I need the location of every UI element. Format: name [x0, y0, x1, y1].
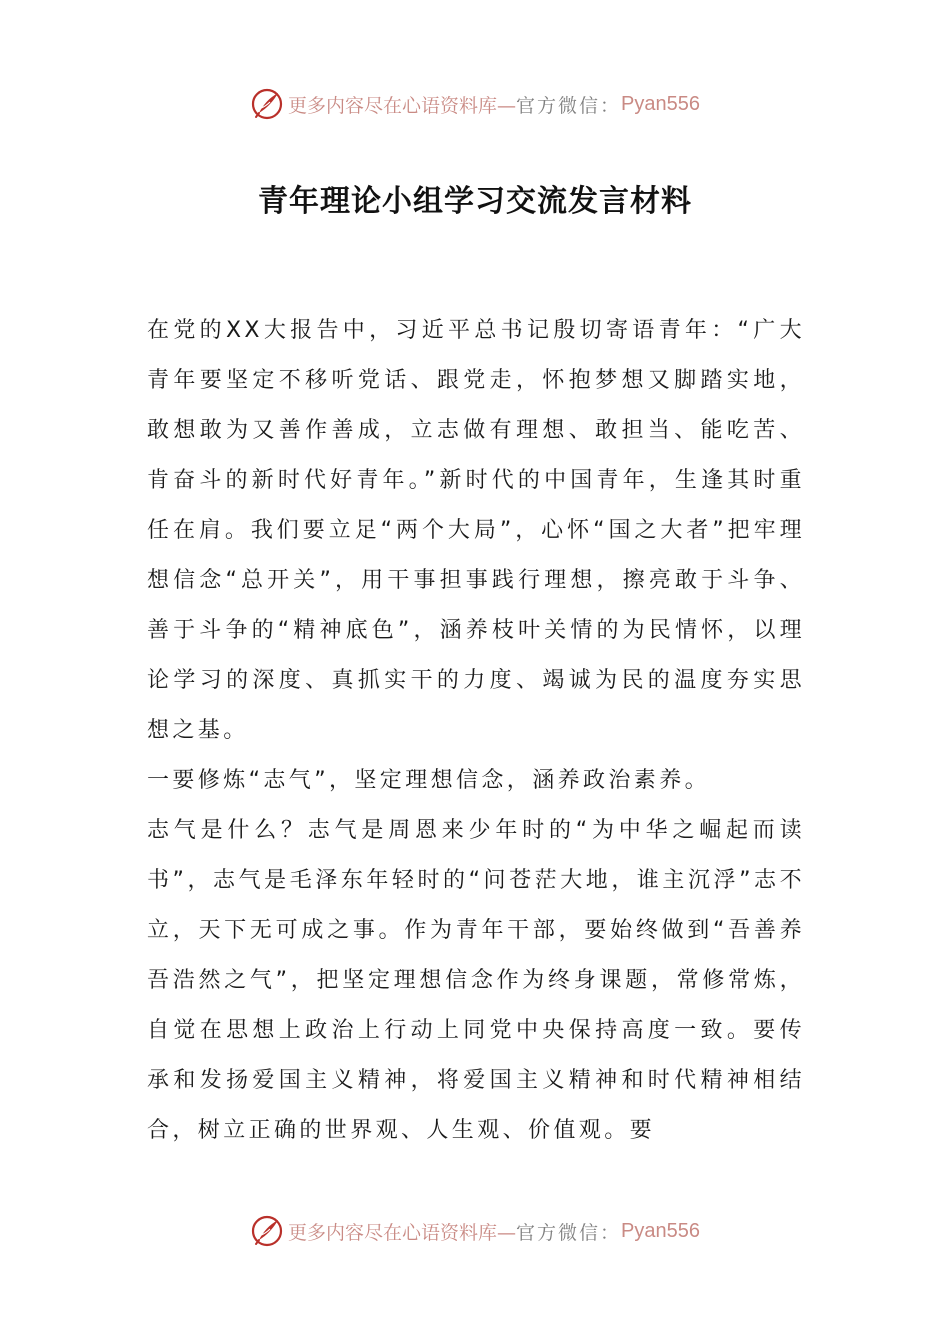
watermark-wechat-id: Pyan556 — [621, 1219, 700, 1242]
watermark-wechat-label: 官方微信： — [516, 1221, 622, 1244]
footer-watermark — [0, 1211, 950, 1251]
quill-logo-icon — [250, 87, 284, 121]
quill-logo-icon — [250, 1214, 284, 1248]
watermark-wechat-label: 官方微信： — [516, 94, 622, 117]
watermark-text: 更多内容尽在心语资料库— — [288, 94, 517, 117]
watermark-wechat-id: Pyan556 — [621, 92, 700, 115]
document-title: 青年理论小组学习交流发言材料 — [258, 184, 692, 219]
paragraph-ambition: 志气是什么？志气是周恩来少年时的“为中华之崛起而读书”，志气是毛泽东年轻时的“问苍茫大地，谁主沉浮”志不立，天下无可成之事。作为青年干部，要始终做到“吾善养吾浩然之气”，把坚定理想信念作为终身课题，常修常炼，自觉在思想上政治上行动上同党中央保持高度一致。要传承和发扬爱国主义精神，将爱国主义精神和时代精神相结合，树立正确的世界观、人生观、价值观。要 — [147, 818, 805, 1143]
header-watermark — [0, 84, 950, 124]
paragraph-heading-one: 一要修炼“志气”，坚定理想信念，涵养政治素养。 — [147, 768, 710, 793]
paragraph-intro: 在党的XX大报告中，习近平总书记殷切寄语青年：“广大青年要坚定不移听党话、跟党走，怀抱梦想又脚踏实地，敢想敢为又善作善成，立志做有理想、敢担当、能吃苦、肯奋斗的新时代好青年。”新时代的中国青年，生逢其时重任在肩。我们要立足“两个大局”，心怀“国之大者”把牢理想信念“总开关”，用干事担事践行理想，擦亮敢于斗争、善于斗争的“精神底色”，涵养枝叶关情的为民情怀，以理论学习的深度、真抓实干的力度、竭诚为民的温度夯实思想之基。 — [147, 318, 805, 743]
document-body — [147, 306, 805, 1156]
watermark-text: 更多内容尽在心语资料库— — [288, 1221, 517, 1244]
